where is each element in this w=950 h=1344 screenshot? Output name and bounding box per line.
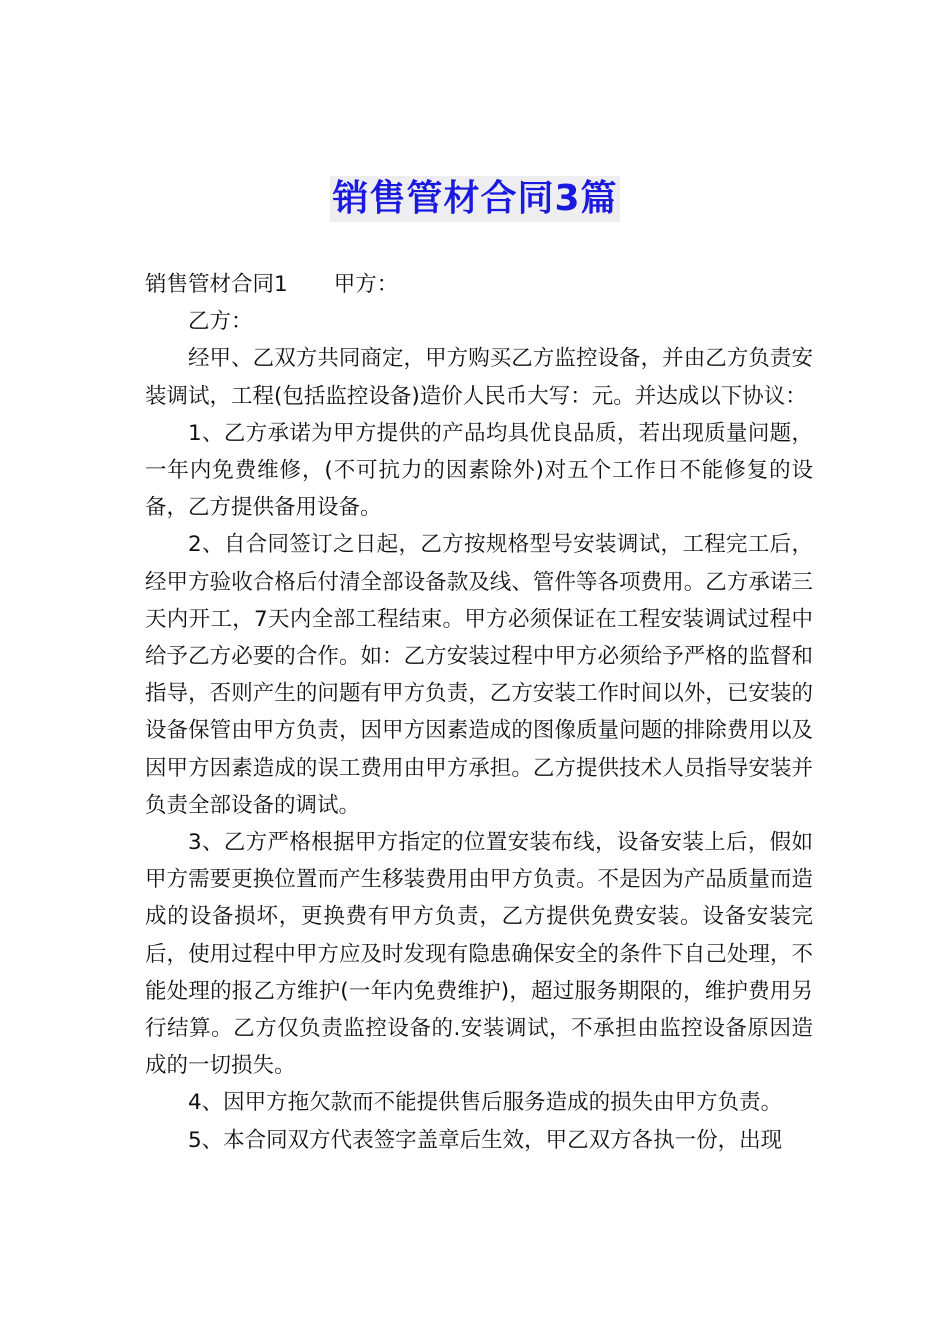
clause-1-paragraph: 1、乙方承诺为甲方提供的产品均具优良品质，若出现质量问题，一年内免费维修，(不可抗力的因素除外)对五个工作日不能修复的设备，乙方提供备用设备。: [145, 420, 813, 521]
agreement-intro-paragraph: 经甲、乙双方共同商定，甲方购买乙方监控设备，并由乙方负责安装调试，工程(包括监控设备)造价人民币大写：元。并达成以下协议：: [145, 346, 813, 409]
clause-4-paragraph: 4、因甲方拖欠款而不能提供售后服务造成的损失由甲方负责。: [188, 1090, 783, 1116]
contract-heading-label: 销售管材合同1: [145, 272, 288, 297]
clause-3-paragraph: 3、乙方严格根据甲方指定的位置安装布线，设备安装上后，假如甲方需要更换位置而产生移装费用由甲方负责。不是因为产品质量而造成的设备损坏，更换费有甲方负责，乙方提供免费安装。设备安装完后，使用过程中甲方应及时发现有隐患确保安全的条件下自己处理，不能处理的报乙方维护(一年内免费维护)，超过服务期限的，维护费用另行结算。乙方仅负责监控设备的.安装调试，不承担由监控设备原因造成的一切损失。: [145, 830, 813, 1079]
party-b-paragraph: 乙方：: [188, 309, 253, 335]
document-body: [145, 266, 813, 1159]
contract-heading-line: [145, 266, 813, 303]
clause-5-paragraph: 5、本合同双方代表签字盖章后生效，甲乙双方各执一份，出现: [188, 1127, 783, 1153]
document-title: 销售管材合同3篇: [330, 176, 619, 222]
party-a-label: 甲方：: [333, 272, 399, 297]
title-container: [0, 176, 950, 222]
clause-2-paragraph: 2、自合同签订之日起，乙方按规格型号安装调试，工程完工后，经甲方验收合格后付清全部设备款及线、管件等各项费用。乙方承诺三天内开工，7天内全部工程结束。甲方必须保证在工程安装调试过程中给予乙方必要的合作。如：乙方安装过程中甲方必须给予严格的监督和指导，否则产生的问题有甲方负责，乙方安装工作时间以外，已安装的设备保管由甲方负责，因甲方因素造成的图像质量问题的排除费用以及因甲方因素造成的误工费用由甲方承担。乙方提供技术人员指导安装并负责全部设备的调试。: [145, 532, 813, 818]
